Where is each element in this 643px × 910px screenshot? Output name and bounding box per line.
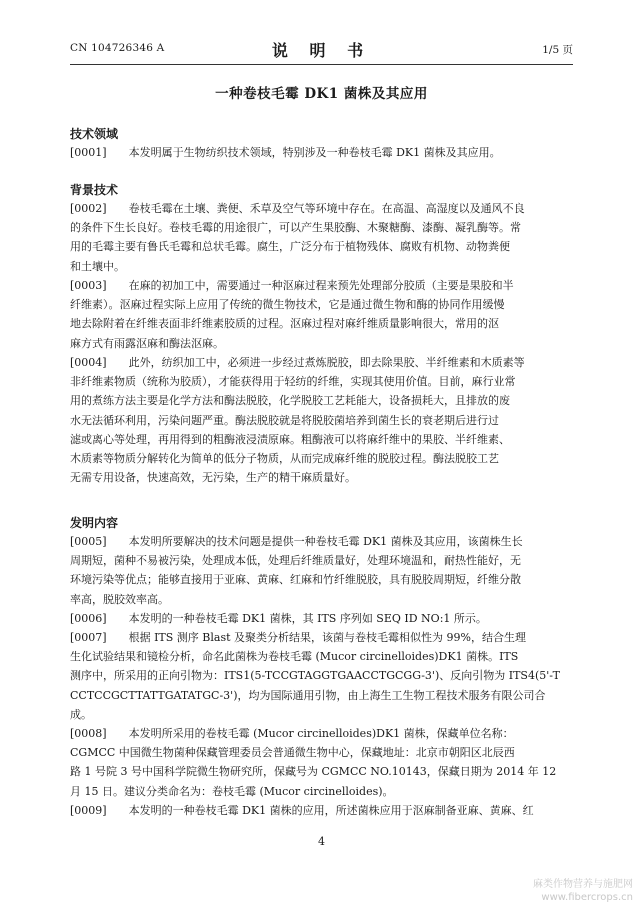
paragraph-line: [0003] 在麻的初加工中，需要通过一种沤麻过程来预先处理部分胶质（主要是果胶和半 <box>70 279 514 292</box>
paragraph-0003 <box>70 276 576 353</box>
paragraph-line: CGMCC 中国微生物菌种保藏管理委员会普通微生物中心，保藏地址：北京市朝阳区北辰西 <box>70 746 515 760</box>
document-title: 一种卷枝毛霉 DK1 菌株及其应用 <box>215 86 428 102</box>
document-type: 说 明 书 <box>271 41 372 60</box>
page-info: 1/5 页 <box>542 44 573 56</box>
paragraph-line: [0007] 根据 ITS 测序 Blast 及聚类分析结果，该菌与卷枝毛霉相似性为 99%，结合生理 <box>70 631 526 644</box>
paragraph-line: 水无法循环利用，污染问题严重。酶法脱胶就是将脱胶菌培养到菌生长的衰老期后进行过 <box>70 413 499 427</box>
paragraph-line: 周期短，菌种不易被污染，处理成本低，处理后纤维质量好，处理环境温和，耐热性能好，无 <box>70 554 521 568</box>
paragraph-line: 纤维素）。沤麻过程实际上应用了传统的微生物技术，它是通过微生物和酶的协同作用缓慢 <box>70 298 505 312</box>
paragraph-line: 用的煮练方法主要是化学方法和酶法脱胶，化学脱胶工艺耗能大，设备损耗大，且排放的废 <box>70 394 510 408</box>
paragraph-0002 <box>70 199 576 276</box>
patent-number: CN 104726346 A <box>70 42 165 54</box>
paragraph-0005 <box>70 532 576 609</box>
paragraph-0008 <box>70 724 576 801</box>
paragraph-0009 <box>70 801 576 820</box>
watermark <box>533 878 633 904</box>
paragraph-line: [0006] 本发明的一种卷枝毛霉 DK1 菌株，其 ITS 序列如 SEQ ID NO:1 所示。 <box>70 612 487 625</box>
paragraph-line: 率高，脱胶效率高。 <box>70 592 169 606</box>
paragraph-line: 用的毛霉主要有鲁氏毛霉和总状毛霉。腐生，广泛分布于植物残体、腐败有机物、动物粪便 <box>70 240 510 254</box>
paragraph-line: [0002] 卷枝毛霉在土壤、粪便、禾草及空气等环境中存在。在高温、高湿度以及通风不良 <box>70 202 525 215</box>
paragraph-line: [0009] 本发明的一种卷枝毛霉 DK1 菌株的应用，所述菌株应用于沤麻制备亚麻、黄麻、红 <box>70 804 534 817</box>
paragraph-0004 <box>70 353 576 487</box>
paragraph-line: [0005] 本发明所要解决的技术问题是提供一种卷枝毛霉 DK1 菌株及其应用，该菌株生长 <box>70 535 523 548</box>
section-tech-field: 技术领域 <box>70 127 119 141</box>
paragraph-line: 路 1 号院 3 号中国科学院微生物研究所，保藏号为 CGMCC NO.10143，保藏日期为 2014 年 12 <box>70 765 557 779</box>
paragraph-line: 非纤维素物质（统称为胶质），才能获得用于轻纺的纤维，实现其使用价值。目前，麻行业常 <box>70 375 516 389</box>
paragraph-line: 滤或离心等处理，再用得到的粗酶液浸渍原麻。粗酶液可以将麻纤维中的果胶、半纤维素、 <box>70 432 510 446</box>
section-background: 背景技术 <box>70 183 119 197</box>
watermark-url: www.fibercrops.cn <box>541 892 633 903</box>
paragraph-line: 无需专用设备，快速高效，无污染，生产的精干麻质量好。 <box>70 471 356 485</box>
paragraph-line: [0008] 本发明所采用的卷枝毛霉 (Mucor circinelloides)DK1 菌株，保藏单位名称： <box>70 727 514 740</box>
paragraph-line: 麻方式有雨露沤麻和酶法沤麻。 <box>70 336 224 350</box>
paragraph-line: 地去除附着在纤维表面非纤维素胶质的过程。沤麻过程对麻纤维质量影响很大，常用的沤 <box>70 317 499 331</box>
paragraph-0001 <box>70 143 576 162</box>
paragraph-0006 <box>70 609 576 628</box>
page-header <box>70 38 573 60</box>
page-number: 4 <box>318 835 325 848</box>
header-rule <box>70 64 573 65</box>
section-summary: 发明内容 <box>70 516 119 530</box>
paragraph-0007 <box>70 628 576 724</box>
paragraph-line: [0004] 此外，纺织加工中，必须进一步经过煮炼脱胶，即去除果胶、半纤维素和木质素等 <box>70 356 525 369</box>
paragraph-line: 成。 <box>70 707 92 721</box>
paragraph-line: 月 15 日。建议分类命名为：卷枝毛霉 (Mucor circinelloides)。 <box>70 784 394 798</box>
paragraph-line: 的条件下生长良好。卷枝毛霉的用途很广，可以产生果胶酶、木聚糖酶、漆酶、凝乳酶等。常 <box>70 221 521 235</box>
paragraph-line: 生化试验结果和镜检分析，命名此菌株为卷枝毛霉 (Mucor circinelloides)DK1 菌株。ITS <box>70 650 519 664</box>
paragraph-line: 和土壤中。 <box>70 259 125 273</box>
paragraph-line: 测序中，所采用的正向引物为：ITS1(5-TCCGTAGGTGAACCTGCGG-3')、反向引物为 ITS4(5'-T <box>70 669 560 683</box>
watermark-site-name: 麻类作物营养与施肥网 <box>533 879 633 890</box>
paragraph-line: 环境污染等优点；能够直接用于亚麻、黄麻、红麻和竹纤维脱胶，具有脱胶周期短，纤维分散 <box>70 573 521 587</box>
paragraph-line: 木质素等物质分解转化为简单的低分子物质，从而完成麻纤维的脱胶过程。酶法脱胶工艺 <box>70 451 499 465</box>
paragraph-line: CCTCCGCTTATTGATATGC-3')，均为国际通用引物，由上海生工生物工程技术服务有限公司合 <box>70 688 546 702</box>
paragraph-line: [0001] 本发明属于生物纺织技术领域，特别涉及一种卷枝毛霉 DK1 菌株及其应用。 <box>70 146 501 159</box>
